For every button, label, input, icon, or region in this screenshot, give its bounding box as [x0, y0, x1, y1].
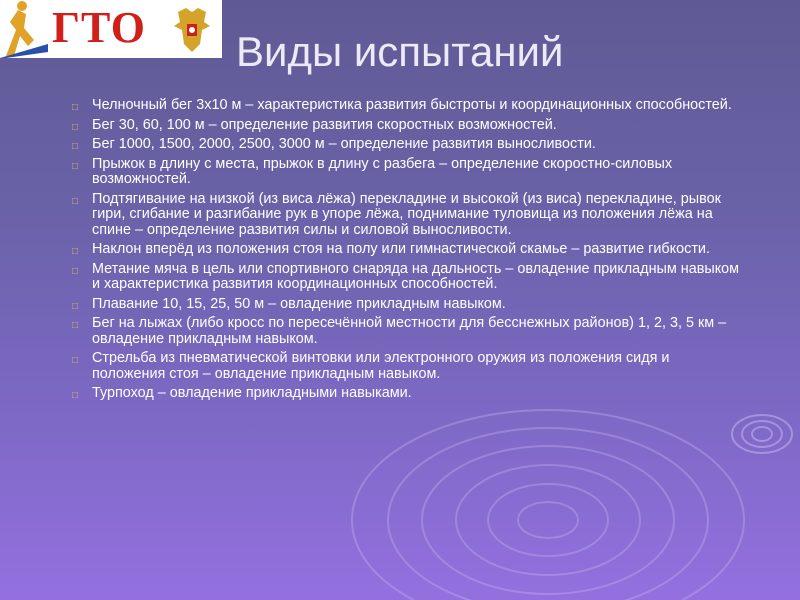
- list-item: □ Бег на лыжах (либо кросс по пересечённой местности для бесснежных районов) 1, 2, 3, 5 км – овладение прикладным навыком.: [72, 315, 727, 347]
- page-title: Виды испытаний: [236, 28, 564, 75]
- athlete-figure-icon: [0, 0, 48, 58]
- list-item: □ Прыжок в длину с места, прыжок в длину с разбега – определение скоростно-силовых возможностей.: [72, 155, 673, 187]
- list-item: □ Турпоход – овладение прикладными навыками.: [72, 385, 412, 401]
- bullet-icon: □: [72, 355, 79, 366]
- bullet-icon: □: [72, 121, 79, 133]
- double-headed-eagle-icon: [172, 4, 212, 54]
- bullet-icon: □: [72, 160, 79, 172]
- bullet-icon: □: [72, 102, 79, 113]
- list-item: □ Бег 30, 60, 100 м – определение развития скоростных возможностей.: [72, 116, 557, 133]
- logo-text: ГТО: [52, 3, 146, 52]
- list-item: □ Плавание 10, 15, 25, 50 м – овладение прикладным навыком.: [72, 295, 506, 312]
- bullet-icon: □: [72, 195, 79, 207]
- list-item: □ Челночный бег 3х10 м – характеристика развития быстроты и координационных способностей.: [72, 97, 732, 113]
- bullet-icon: □: [72, 141, 79, 152]
- bullet-icon: □: [72, 390, 79, 401]
- bullet-icon: □: [72, 246, 79, 257]
- list-item: □ Подтягивание на низкой (из виса лёжа) перекладине и высокой (из виса) перекладине, рывок гири, сгибание и разгибание рук в упоре лёжа, поднимание туловища из положения лёжа на спине – определение развития силы и силовой выносливости.: [72, 190, 721, 238]
- test-types-list: [72, 98, 740, 406]
- bullet-icon: □: [72, 320, 79, 331]
- list-item: □ Наклон вперёд из положения стоя на полу или гимнастической скамье – развитие гибкости.: [72, 241, 710, 257]
- list-item: □ Бег 1000, 1500, 2000, 2500, 3000 м – определение развития выносливости.: [72, 136, 596, 152]
- bullet-icon: □: [72, 265, 79, 277]
- bullet-icon: □: [72, 300, 79, 312]
- list-item: □ Метание мяча в цель или спортивного снаряда на дальность – овладение прикладным навыком и характеристика развития координационных способностей.: [72, 260, 740, 292]
- gto-logo: [0, 0, 222, 58]
- list-item: □ Стрельба из пневматической винтовки или электронного оружия из положения сидя и положения стоя – овладение прикладным навыком.: [72, 350, 670, 382]
